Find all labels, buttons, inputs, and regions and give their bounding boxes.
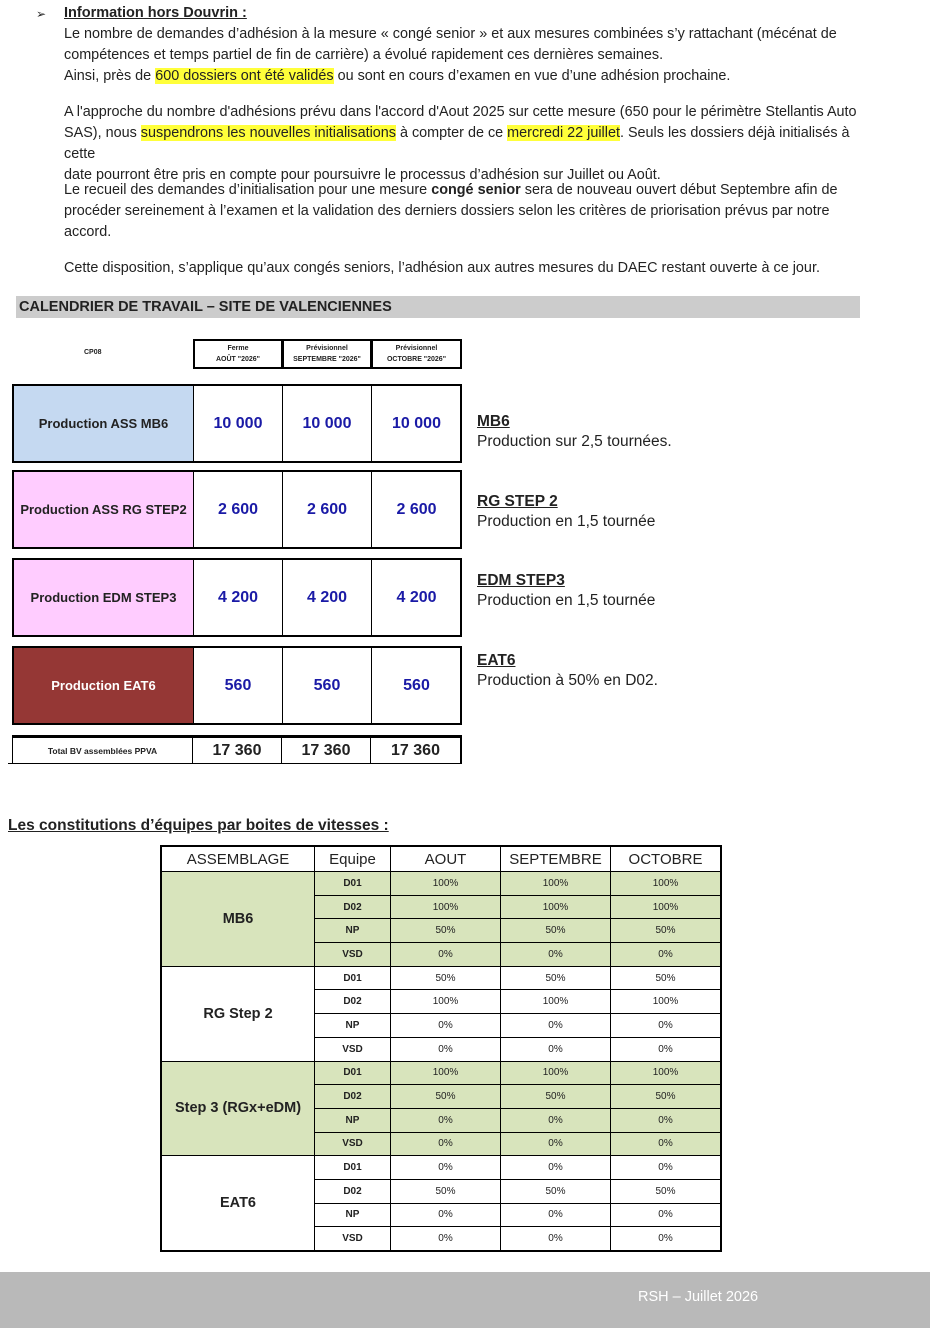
team-percentage: 0% — [391, 1132, 501, 1156]
total-value-octobre: 17 360 — [391, 741, 440, 759]
production-value: 2 600 — [396, 500, 437, 518]
team-percentage: 0% — [501, 1227, 611, 1251]
production-row — [12, 558, 462, 637]
note-title: MB6 — [477, 413, 510, 430]
team-percentage: 0% — [501, 1156, 611, 1180]
production-value: 10 000 — [392, 414, 441, 432]
team-code: D02 — [315, 895, 391, 919]
team-percentage: 50% — [611, 1179, 722, 1203]
p2-line2 — [64, 123, 864, 165]
note-text: Production à 50% en D02. — [477, 672, 658, 689]
note-title: RG STEP 2 — [477, 493, 558, 510]
production-row — [12, 646, 462, 725]
assembly-name: EAT6 — [161, 1156, 315, 1251]
team-code: NP — [315, 919, 391, 943]
header-status: Ferme — [227, 345, 249, 352]
teams-header-row — [161, 846, 721, 872]
calendar-header-2 — [371, 339, 462, 369]
production-label: Production EDM STEP3 — [14, 560, 194, 635]
note-text: Production en 1,5 tournée — [477, 513, 656, 530]
teams-table — [160, 845, 722, 1252]
highlight-600-dossiers: 600 dossiers ont été validés — [155, 68, 334, 84]
team-percentage: 100% — [501, 990, 611, 1014]
p1-line3 — [64, 66, 864, 87]
production-value: 560 — [403, 676, 430, 694]
info-title: Information hors Douvrin : — [64, 5, 247, 21]
team-percentage: 0% — [501, 1203, 611, 1227]
production-label: Production ASS MB6 — [14, 386, 194, 461]
team-percentage: 0% — [501, 1108, 611, 1132]
team-percentage: 100% — [391, 895, 501, 919]
team-percentage: 100% — [501, 1061, 611, 1085]
team-percentage: 50% — [611, 966, 722, 990]
header-month: OCTOBRE "2026" — [386, 356, 447, 363]
production-value: 2 600 — [283, 472, 372, 547]
production-value: 10 000 — [283, 386, 372, 461]
paragraph-1 — [64, 24, 864, 87]
team-percentage: 0% — [611, 1227, 722, 1251]
team-percentage: 0% — [391, 1037, 501, 1061]
header-aout: AOUT — [391, 846, 501, 872]
team-percentage: 50% — [501, 1179, 611, 1203]
team-percentage: 0% — [391, 1203, 501, 1227]
header-month: AOÛT "2026" — [216, 356, 260, 363]
team-percentage: 0% — [501, 1037, 611, 1061]
production-value: 2 600 — [194, 472, 283, 547]
team-code: NP — [315, 1014, 391, 1038]
header-month: SEPTEMBRE "2026" — [293, 356, 361, 363]
team-percentage: 100% — [611, 1061, 722, 1085]
team-percentage: 100% — [501, 872, 611, 896]
p2-line2-c: . Seuls les dossiers déjà initialisés à cette — [64, 125, 850, 162]
team-row — [161, 872, 721, 896]
paragraph-4 — [64, 258, 864, 279]
team-row — [161, 1061, 721, 1085]
team-percentage: 50% — [611, 919, 722, 943]
team-percentage: 0% — [611, 1132, 722, 1156]
note-text: Production sur 2,5 tournées. — [477, 433, 672, 450]
team-code: NP — [315, 1108, 391, 1132]
team-code: D02 — [315, 1179, 391, 1203]
total-row — [12, 735, 462, 763]
team-percentage: 100% — [391, 990, 501, 1014]
p3-bold: congé senior — [431, 182, 521, 198]
production-label: Production ASS RG STEP2 — [14, 472, 194, 547]
team-code: D01 — [315, 1156, 391, 1180]
header-assemblage: ASSEMBLAGE — [161, 846, 315, 872]
production-row — [12, 470, 462, 549]
note-title: EAT6 — [477, 652, 516, 669]
team-percentage: 0% — [611, 943, 722, 967]
team-percentage: 0% — [611, 1014, 722, 1038]
p1-line3-b: ou sont en cours d’examen en vue d’une adhésion prochaine. — [333, 68, 731, 84]
p3-line1 — [64, 180, 864, 201]
header-septembre: SEPTEMBRE — [501, 846, 611, 872]
highlight-suspension: suspendrons les nouvelles initialisations — [140, 125, 396, 141]
team-code: NP — [315, 1203, 391, 1227]
production-value: 10 000 — [194, 386, 283, 461]
team-code: D02 — [315, 990, 391, 1014]
bullet-icon: ➢ — [36, 7, 47, 21]
team-percentage: 100% — [391, 872, 501, 896]
paragraph-2 — [64, 102, 864, 186]
team-code: VSD — [315, 1227, 391, 1251]
team-percentage: 50% — [391, 1179, 501, 1203]
team-percentage: 50% — [391, 1085, 501, 1109]
team-code: D02 — [315, 1085, 391, 1109]
team-percentage: 0% — [611, 1203, 722, 1227]
team-percentage: 50% — [501, 966, 611, 990]
production-label: Production EAT6 — [14, 648, 194, 723]
note-title: EDM STEP3 — [477, 572, 565, 589]
team-code: D01 — [315, 872, 391, 896]
team-percentage: 0% — [501, 1014, 611, 1038]
calendar-header-1 — [282, 339, 372, 369]
team-percentage: 0% — [391, 1156, 501, 1180]
total-underline — [8, 763, 462, 764]
p4-text: Cette disposition, s’applique qu’aux congés seniors, l’adhésion aux autres mesures du DAEC restant ouverte à ce jour. — [64, 260, 820, 276]
production-value: 560 — [283, 648, 372, 723]
p2-line3: date pourront être pris en compte pour poursuivre le processus d’adhésion sur Juillet ou Août. — [64, 167, 661, 183]
production-value: 4 200 — [283, 560, 372, 635]
team-percentage: 100% — [611, 895, 722, 919]
p1-line1: Le nombre de demandes d’adhésion à la mesure « congé senior » et aux mesures combinées s’y rattachant (mécénat de — [64, 26, 837, 42]
team-percentage: 0% — [611, 1108, 722, 1132]
team-code: VSD — [315, 1132, 391, 1156]
production-value: 560 — [194, 648, 283, 723]
production-value: 4 200 — [194, 560, 283, 635]
teams-title: Les constitutions d’équipes par boites de vitesses : — [8, 817, 389, 834]
p3-line1-b: sera de nouveau ouvert début Septembre afin de — [520, 182, 838, 198]
calendar-section-title: CALENDRIER DE TRAVAIL – SITE DE VALENCIENNES — [16, 296, 860, 318]
header-status: Prévisionnel — [395, 345, 438, 352]
team-percentage: 50% — [611, 1085, 722, 1109]
team-percentage: 50% — [391, 966, 501, 990]
total-value-aout: 17 360 — [193, 738, 282, 763]
assembly-name: Step 3 (RGx+eDM) — [161, 1061, 315, 1156]
team-percentage: 50% — [501, 919, 611, 943]
team-row — [161, 1156, 721, 1180]
team-percentage: 0% — [611, 1037, 722, 1061]
header-equipe: Equipe — [315, 846, 391, 872]
header-status: Prévisionnel — [306, 345, 348, 352]
footer — [0, 1272, 930, 1328]
p1-line2: compétences et temps partiel de fin de carrière) a évolué rapidement ces dernières semaines. — [64, 47, 664, 63]
team-percentage: 100% — [611, 872, 722, 896]
p3-line2: procéder sereinement à l’examen et la validation des derniers dossiers selon les critères de priorisation prévus par notre — [64, 203, 830, 219]
team-percentage: 0% — [391, 1227, 501, 1251]
team-percentage: 0% — [391, 1108, 501, 1132]
team-percentage: 50% — [501, 1085, 611, 1109]
p2-line2-b: à compter de ce — [395, 125, 508, 141]
total-label: Total BV assemblées PPVA — [13, 738, 193, 763]
production-value: 4 200 — [396, 588, 437, 606]
p2-line2-a: SAS), nous — [64, 125, 141, 141]
p2-line1: A l'approche du nombre d'adhésions prévu dans l'accord d'Aout 2025 sur cette mesure (650 pour le périmètre Stellantis Auto — [64, 104, 857, 120]
paragraph-3 — [64, 180, 864, 243]
team-percentage: 0% — [501, 943, 611, 967]
team-code: D01 — [315, 1061, 391, 1085]
team-percentage: 0% — [391, 1014, 501, 1038]
team-percentage: 100% — [611, 990, 722, 1014]
team-percentage: 100% — [501, 895, 611, 919]
team-percentage: 50% — [391, 919, 501, 943]
calendar-header-0 — [193, 339, 283, 369]
team-percentage: 0% — [391, 943, 501, 967]
team-percentage: 100% — [391, 1061, 501, 1085]
note-text: Production en 1,5 tournée — [477, 592, 656, 609]
cp-label: CP08 — [84, 349, 102, 356]
p3-line3: accord. — [64, 224, 112, 240]
assembly-name: MB6 — [161, 872, 315, 967]
footer-text: RSH – Juillet 2026 — [638, 1289, 759, 1305]
assembly-name: RG Step 2 — [161, 966, 315, 1061]
production-row — [12, 384, 462, 463]
team-code: D01 — [315, 966, 391, 990]
team-percentage: 0% — [611, 1156, 722, 1180]
total-value-septembre: 17 360 — [282, 738, 371, 763]
header-octobre: OCTOBRE — [611, 846, 722, 872]
p3-line1-a: Le recueil des demandes d’initialisation pour une mesure — [64, 182, 432, 198]
team-row — [161, 966, 721, 990]
highlight-date: mercredi 22 juillet — [507, 125, 620, 141]
team-percentage: 0% — [501, 1132, 611, 1156]
p1-line3-a: Ainsi, près de — [64, 68, 156, 84]
team-code: VSD — [315, 943, 391, 967]
team-code: VSD — [315, 1037, 391, 1061]
